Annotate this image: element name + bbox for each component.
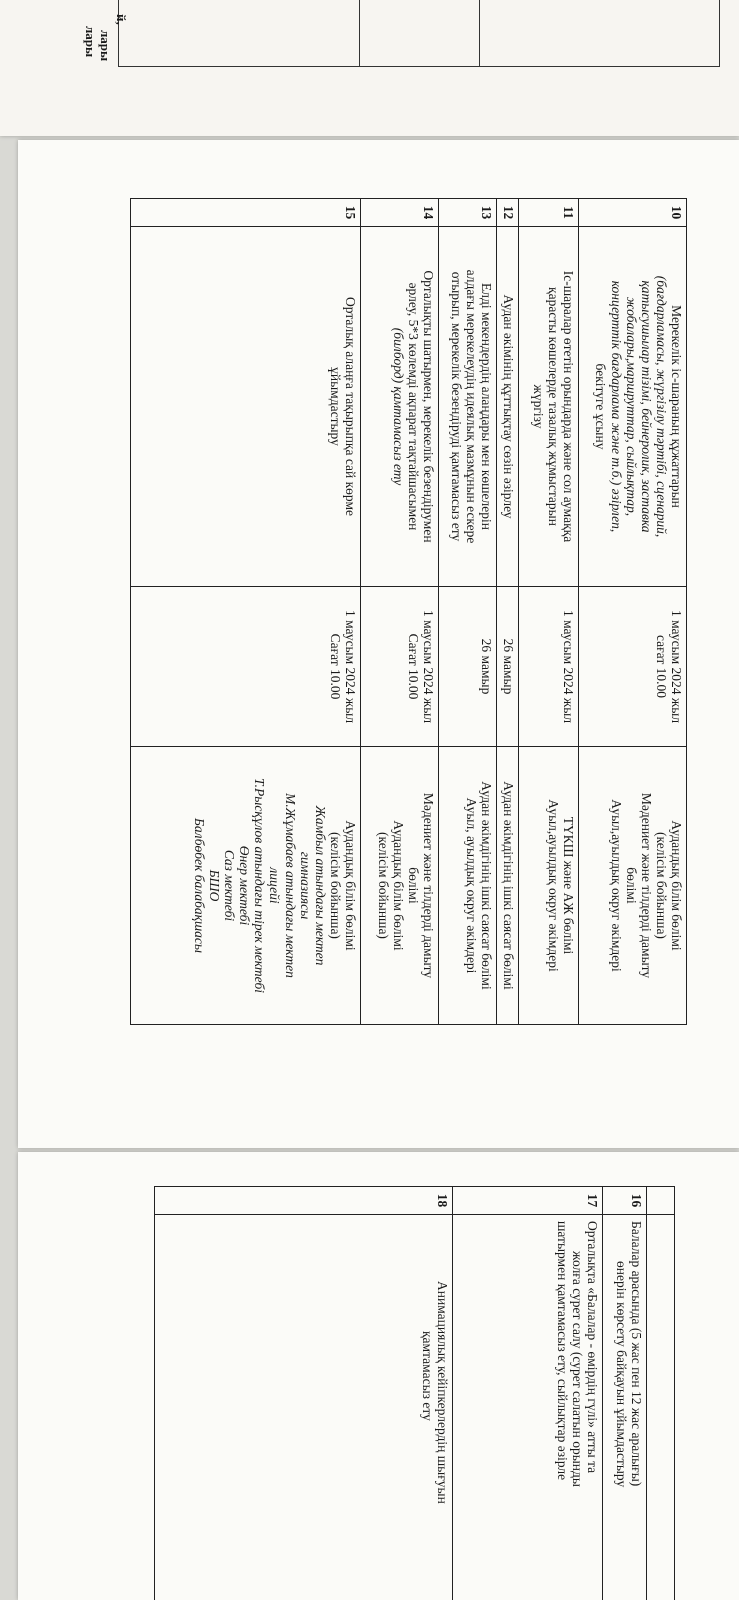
responsible-line: Мәдениет және тілдерді дамыту <box>638 792 654 979</box>
fragment-text: лары <box>98 30 113 62</box>
responsible-line: Ауыл, ауылдық округ әкімдері <box>463 797 479 974</box>
row-number: 18 <box>155 1187 453 1215</box>
responsible-line: лицейі <box>267 867 283 904</box>
row-number: 10 <box>579 199 687 227</box>
event-line: (бағдарламасы, жүргізілу тәртібі, сценарий, <box>653 275 669 538</box>
row-number: 11 <box>519 199 579 227</box>
event-line: қамтамасыз ету <box>419 1331 435 1421</box>
previous-table-text <box>82 26 98 57</box>
responsible-cell <box>497 747 519 1025</box>
event-line: Іс-шаралар өтетін орындарда және сол аумаққа <box>561 270 576 543</box>
event-line: бекітуге ұсыну <box>593 363 609 450</box>
responsible-line: ТҮКШ және АЖ бөлімі <box>561 816 576 955</box>
event-line: қарасты көшелерде тазалық жұмыстарын <box>545 287 561 526</box>
event-cell <box>603 1215 647 1600</box>
event-line: жобалары,маршруттар, сыйлықтар, <box>623 296 639 517</box>
table-row <box>155 1187 453 1600</box>
event-line: Балалар арасында (5 жас пен 12 жас аралығы) <box>629 1221 644 1487</box>
event-cell <box>439 227 497 587</box>
date-cell <box>361 587 439 747</box>
event-cell <box>647 1215 675 1600</box>
event-cell <box>155 1215 453 1600</box>
responsible-line: Аудандық білім бөлімі <box>343 820 358 951</box>
event-line: жүргізу <box>530 384 546 429</box>
responsible-line: БШО <box>207 869 223 902</box>
previous-table-text <box>113 14 128 25</box>
table-row <box>647 1187 675 1600</box>
responsible-line: бөлімі <box>405 867 421 904</box>
event-cell <box>579 227 687 587</box>
fragment-text: й, <box>114 14 129 25</box>
previous-page <box>0 0 739 136</box>
date-cell <box>497 587 519 747</box>
responsible-line: М.Жұмабаев атындағы мектеп <box>282 793 298 978</box>
responsible-cell <box>439 747 497 1025</box>
responsible-cell <box>131 747 361 1025</box>
responsible-line: Балбөбек балабақшасы <box>191 817 207 954</box>
event-line: Елді мекендердің алаңдары мен көшелерін <box>479 282 494 530</box>
event-line: Анимациялық кейіпкерлердің шығуын <box>435 1281 450 1504</box>
previous-table-fragment <box>118 0 720 67</box>
event-line: (билборд) қамтамасыз ету <box>390 327 406 486</box>
event-line: жолға сурет салу (сурет салатын орынды <box>569 1251 585 1487</box>
event-cell <box>361 227 439 587</box>
event-cell <box>519 227 579 587</box>
responsible-line: Ауыл,ауылдық округ әкімдері <box>608 799 624 972</box>
date-cell <box>131 587 361 747</box>
date-line: 26 мамыр <box>479 638 494 695</box>
responsible-line: Аудандық білім бөлімі <box>390 820 406 951</box>
event-line: Орталықта «Балалар - өмірдің гүлі» атты та <box>585 1221 600 1474</box>
plan-table-wrapper <box>131 198 687 1024</box>
event-cell <box>453 1215 603 1600</box>
row-number: 17 <box>453 1187 603 1215</box>
responsible-line: Өнер мектебі <box>237 845 253 926</box>
document-page-next <box>18 1152 739 1600</box>
date-cell <box>579 587 687 747</box>
responsible-cell <box>361 747 439 1025</box>
event-line: Аудан әкімінің құттықтау сөзін әзірлеу <box>501 294 516 519</box>
bottom-table <box>154 1186 675 1600</box>
table-row <box>439 199 497 1025</box>
event-line: Мерекелік іс-шараның құжаттарын <box>669 305 684 508</box>
responsible-line: гимназиясы <box>297 851 313 920</box>
document-page-main <box>18 140 739 1148</box>
plan-table <box>130 198 687 1025</box>
event-line: отырып, мерекелік безендіруді қамтамасыз ету <box>448 271 464 542</box>
event-line: өнерін көрсету байқауын ұйымдастыру <box>613 1261 629 1488</box>
event-line: ұйымдастыру <box>327 367 343 446</box>
responsible-line: Мәдениет және тілдерді дамыту <box>421 792 436 979</box>
event-cell <box>497 227 519 587</box>
date-line: Сағат 10.00 <box>405 633 421 700</box>
date-line: 1 маусым 2024 жыл <box>669 609 684 724</box>
previous-table-cell <box>359 0 480 66</box>
responsible-cell <box>579 747 687 1025</box>
responsible-line: (келісім бойынша) <box>653 832 669 939</box>
date-line: 1 маусым 2024 жыл <box>421 609 436 724</box>
event-line: Орталық алаңға тақырыпқа сай көрме <box>343 297 358 516</box>
responsible-line: Саз мектебі <box>222 849 238 922</box>
table-row <box>497 199 519 1025</box>
event-cell <box>131 227 361 587</box>
responsible-line: Аудан әкімдігінің ішкі саясат бөлімі <box>479 781 494 990</box>
responsible-line: бөлімі <box>623 867 639 904</box>
date-line: сағат 10.00 <box>653 635 669 698</box>
row-number: 13 <box>439 199 497 227</box>
row-number: 12 <box>497 199 519 227</box>
event-line: алдағы мерекелеудің идеялық мазмұнын ескере <box>463 269 479 544</box>
table-row <box>603 1187 647 1600</box>
previous-table-cell <box>119 0 360 66</box>
fragment-text: лары <box>83 26 98 58</box>
event-line: қатысушылар тізімі, бейнеролик, заставка <box>638 280 654 533</box>
date-line: 26 мамыр <box>501 638 516 695</box>
table-row <box>579 199 687 1025</box>
date-cell <box>439 587 497 747</box>
previous-table-text <box>97 30 113 61</box>
date-line: 1 маусым 2024 жыл <box>343 609 358 724</box>
responsible-line: Т.Рысқұлов атындағы тірек мектебі <box>252 778 268 993</box>
table-row <box>131 199 361 1025</box>
date-line: 1 маусым 2024 жыл <box>561 609 576 724</box>
event-line: концерттік бағдарлама және т.б.) әзірлеп, <box>608 280 624 533</box>
responsible-line: Жамбыл атындағы мектеп <box>312 805 328 966</box>
responsible-line: Ауыл,ауылдық округ әкімдері <box>545 799 561 972</box>
responsible-line: (келісім бойынша) <box>375 832 391 939</box>
row-number: 15 <box>131 199 361 227</box>
row-number <box>647 1187 675 1215</box>
responsible-line: Аудан әкімдігінің ішкі саясат бөлімі <box>501 781 516 990</box>
table-row <box>519 199 579 1025</box>
bottom-table-wrapper <box>155 1186 675 1600</box>
event-line: әрлеу, 5*3 көлемді ақпарат тақтайшасымен <box>405 282 421 531</box>
responsible-line: Аудандық білім бөлімі <box>669 820 684 951</box>
row-number: 16 <box>603 1187 647 1215</box>
responsible-cell <box>519 747 579 1025</box>
row-number: 14 <box>361 199 439 227</box>
date-line: Сағат 10.00 <box>327 633 343 700</box>
event-line: Орталықты шатырмен, мерекелік безендірумен <box>421 270 436 543</box>
event-line: шатырмен қамтамасыз ету, сыйлықтар әзірле <box>554 1221 570 1481</box>
responsible-line: (келісім бойынша) <box>327 832 343 939</box>
table-row <box>361 199 439 1025</box>
date-cell <box>519 587 579 747</box>
table-row <box>453 1187 603 1600</box>
